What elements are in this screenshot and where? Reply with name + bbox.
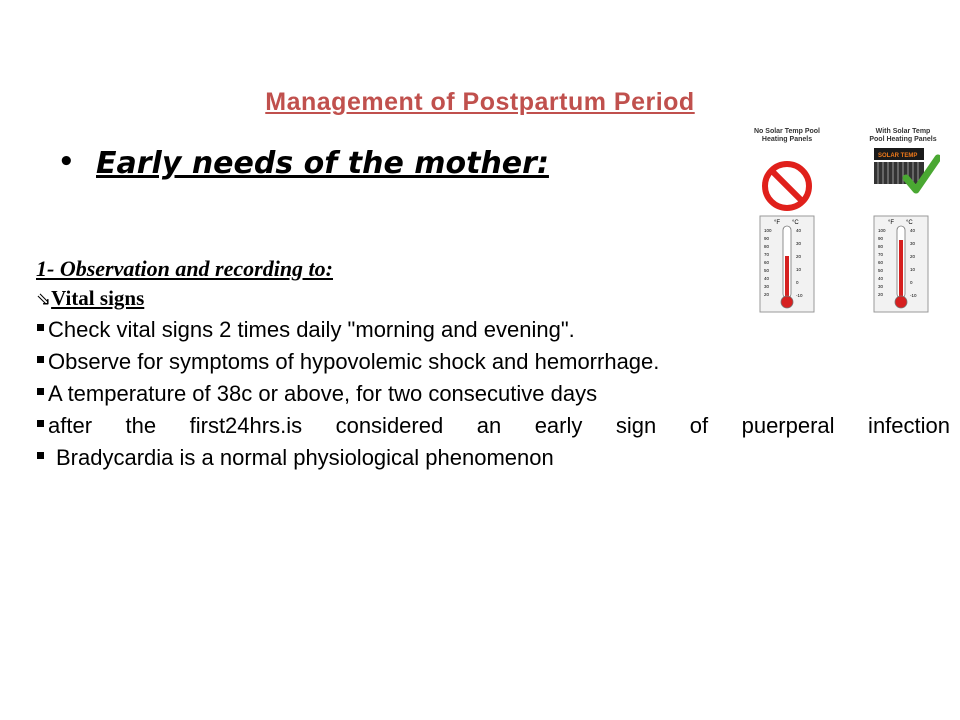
square-bullet-icon	[37, 388, 44, 395]
list-item	[36, 378, 950, 410]
observation-subheading: 1- Observation and recording to:	[36, 256, 333, 281]
bullet-heading-text: Early needs of the mother:	[96, 146, 549, 181]
celsius-tick-label: 40	[910, 228, 916, 233]
fahrenheit-tick-label: 50	[878, 268, 884, 273]
list-item-text: Observe for symptoms of hypovolemic shock and hemorrhage.	[48, 349, 660, 374]
fahrenheit-tick-label: 90	[764, 236, 770, 241]
fahrenheit-tick-label: 40	[878, 276, 884, 281]
celsius-tick-label: 0	[796, 280, 799, 285]
fahrenheit-tick-label: 100	[878, 228, 886, 233]
fahrenheit-tick-label: 70	[764, 252, 770, 257]
fahrenheit-tick-label: 90	[878, 236, 884, 241]
list-item-text: after the first24hrs.is considered an early sign of puerperal infection	[48, 413, 950, 438]
list-item	[36, 442, 950, 474]
celsius-tick-label: 0	[910, 280, 913, 285]
celsius-tick-label: 30	[910, 241, 916, 246]
c-unit: °C	[792, 220, 799, 226]
fahrenheit-tick-label: 100	[764, 228, 772, 233]
celsius-tick-label: 20	[796, 254, 802, 259]
prohibition-sign-icon	[765, 164, 809, 208]
f-unit: °F	[774, 220, 781, 226]
solar-panel-icon	[874, 162, 924, 184]
vital-signs-heading	[36, 284, 950, 314]
celsius-tick-label: 40	[796, 228, 802, 233]
fahrenheit-tick-label: 60	[878, 260, 884, 265]
fahrenheit-tick-label: 80	[878, 244, 884, 249]
fahrenheit-tick-label: 70	[878, 252, 884, 257]
solar-temp-logo: SOLAR TEMP	[878, 153, 918, 159]
fahrenheit-tick-label: 60	[764, 260, 770, 265]
list-item	[36, 314, 950, 346]
panel-caption: No Solar Temp Pool Heating Panels	[754, 128, 820, 143]
list-item-text: Bradycardia is a normal physiological phenomenon	[56, 445, 554, 470]
fahrenheit-tick-label: 50	[764, 268, 770, 273]
square-bullet-icon	[37, 356, 44, 363]
arrow-bullet-icon: ⇘	[36, 289, 52, 310]
f-unit: °F	[888, 220, 895, 226]
square-bullet-icon	[37, 324, 44, 331]
fahrenheit-tick-label: 80	[764, 244, 770, 249]
bullet-dot: •	[58, 147, 75, 177]
square-bullet-icon	[37, 420, 44, 427]
c-unit: °C	[906, 220, 913, 226]
slide-title: Management of Postpartum Period	[265, 88, 695, 116]
list-item-text: A temperature of 38c or above, for two consecutive days	[48, 381, 598, 406]
celsius-tick-label: 30	[796, 241, 802, 246]
slide-body	[36, 254, 950, 474]
list-item	[36, 346, 950, 378]
list-item	[36, 410, 950, 442]
celsius-tick-label: -10	[796, 293, 803, 298]
list-item-text: Check vital signs 2 times daily "morning and evening".	[48, 317, 575, 342]
square-bullet-icon	[37, 452, 44, 459]
panel-caption: With Solar Temp Pool Heating Panels	[869, 128, 937, 143]
fahrenheit-tick-label: 30	[764, 284, 770, 289]
fahrenheit-tick-label: 40	[764, 276, 770, 281]
celsius-tick-label: 20	[910, 254, 916, 259]
fahrenheit-tick-label: 20	[764, 292, 770, 297]
bullet-heading	[58, 146, 549, 181]
celsius-tick-label: 10	[910, 267, 916, 272]
celsius-tick-label: 10	[796, 267, 802, 272]
celsius-tick-label: -10	[910, 293, 917, 298]
fahrenheit-tick-label: 30	[878, 284, 884, 289]
vital-signs-label: Vital signs	[51, 286, 145, 310]
fahrenheit-tick-label: 20	[878, 292, 884, 297]
